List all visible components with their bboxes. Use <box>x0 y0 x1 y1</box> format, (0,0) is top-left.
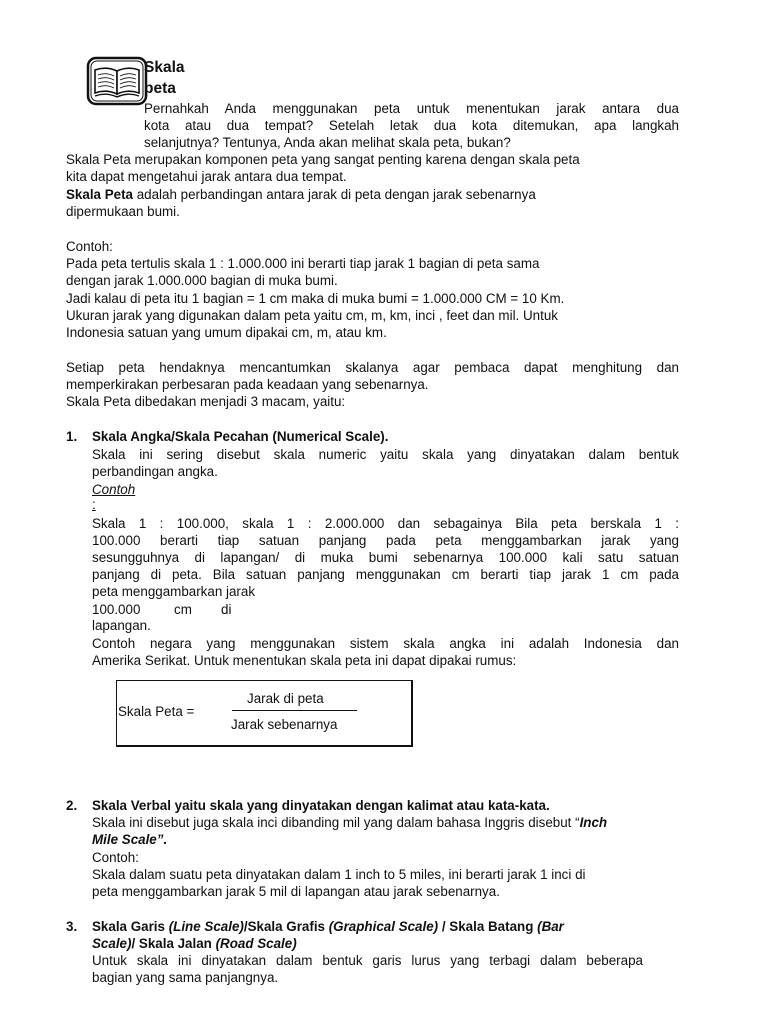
definition-line-1 <box>66 186 536 203</box>
item-1-country-2: Amerika Serikat. Untuk menentukan skala peta ini dapat dipakai rumus: <box>92 653 517 668</box>
item-3-h2-b: / Skala Jalan <box>131 936 216 951</box>
item-3-h-a: Skala Garis <box>92 919 169 934</box>
item-1-body-2: 100.000 berarti tiap satuan panjang pada peta menggambarkan jarak yang <box>92 533 679 548</box>
item-2-contoh: Contoh: <box>92 850 139 865</box>
item-3-body-1: Untuk skala ini dinyatakan dalam bentuk garis lurus yang terbagi dalam beberapa <box>92 953 643 968</box>
intro-paragraph-2: kita dapat mengetahui jarak antara dua tempat. <box>66 169 347 184</box>
item-2-number: 2. <box>66 798 78 813</box>
example-line-1: Pada peta tertulis skala 1 : 1.000.000 ini berarti tiap jarak 1 bagian di peta sama <box>66 256 540 271</box>
formula-lhs: Skala Peta = <box>118 704 195 719</box>
section-intro-1: Setiap peta hendaknya mencantumkan skalanya agar pembaca dapat menghitung dan <box>66 360 679 375</box>
item-3-h-c: /Skala Grafis <box>243 919 329 934</box>
example-line-5: Indonesia satuan yang umum dipakai cm, m, atau km. <box>66 325 387 340</box>
item-2-line-1-text: Skala ini disebut juga skala inci dibanding mil yang dalam bahasa Inggris disebut “ <box>92 815 580 830</box>
example-line-2: dengan jarak 1.000.000 bagian di muka bumi. <box>66 273 338 288</box>
item-2-line-1 <box>92 814 607 831</box>
page-title-line-1: Skala <box>144 59 185 76</box>
item-2-heading: Skala Verbal yaitu skala yang dinyatakan dengan kalimat atau kata-kata. <box>92 798 550 813</box>
definition-term: Skala Peta <box>66 187 133 202</box>
item-1-cm-value: 100.000 <box>92 602 141 617</box>
section-intro-2: memperkirakan perbesaran pada keadaan yang sebenarnya. <box>66 377 429 392</box>
item-3-heading-2 <box>92 935 297 952</box>
item-3-h2-a: Scale) <box>92 936 132 951</box>
item-1-cm-unit: cm <box>174 602 192 617</box>
intro-question-3: selanjutnya? Tentunya, Anda akan melihat skala peta, bukan? <box>144 135 511 150</box>
page-title-line-2: peta <box>144 80 176 97</box>
formula-numerator: Jarak di peta <box>247 691 324 706</box>
item-1-contoh-colon: : <box>92 497 96 512</box>
item-1-number: 1. <box>66 429 78 444</box>
item-1-desc-2: perbandingan angka. <box>92 464 218 479</box>
item-1-lapangan: lapangan. <box>92 618 151 633</box>
formula-fraction-bar <box>232 710 357 711</box>
intro-paragraph-1: Skala Peta merupakan komponen peta yang sangat penting karena dengan skala peta <box>66 152 580 167</box>
example-line-4: Ukuran jarak yang digunakan dalam peta yaitu cm, m, km, inci , feet dan mil. Untuk <box>66 308 558 323</box>
item-1-country-1: Contoh negara yang menggunakan sistem skala angka ini adalah Indonesia dan <box>92 636 679 651</box>
item-2-mile-scale: Mile Scale”. <box>92 832 168 847</box>
item-3-h-d: (Graphical Scale) <box>328 919 439 934</box>
formula-denominator: Jarak sebenarnya <box>231 717 338 732</box>
item-2-inch: Inch <box>579 815 608 830</box>
item-2-body-2: peta menggambarkan jarak 5 mil di lapangan atau jarak sebenarnya. <box>92 884 500 899</box>
example-label: Contoh: <box>66 239 113 254</box>
item-3-h2-c: (Road Scale) <box>215 936 297 951</box>
item-3-h-e: / Skala Batang <box>438 919 538 934</box>
definition-text: adalah perbandingan antara jarak di peta dengan jarak sebenarnya <box>133 187 536 202</box>
item-3-number: 3. <box>66 919 78 934</box>
item-1-body-5: peta menggambarkan jarak <box>92 584 256 599</box>
item-1-cm-di: di <box>221 602 232 617</box>
item-1-desc-1: Skala ini sering disebut skala numeric yaitu skala yang dinyatakan dalam bentuk <box>92 447 679 462</box>
book-icon <box>86 56 148 106</box>
item-3-h-f: (Bar <box>537 919 564 934</box>
item-3-h-b: (Line Scale) <box>168 919 244 934</box>
item-3-body-2: bagian yang sama panjangnya. <box>92 970 279 985</box>
section-intro-3: Skala Peta dibedakan menjadi 3 macam, yaitu: <box>66 394 346 409</box>
item-1-heading: Skala Angka/Skala Pecahan (Numerical Scale). <box>92 429 389 444</box>
item-1-body-1: Skala 1 : 100.000, skala 1 : 2.000.000 dan sebagainya Bila peta berskala 1 : <box>92 516 679 531</box>
item-3-heading-1 <box>92 918 564 935</box>
item-1-body-4: panjang di peta. Bila satuan panjang menggunakan cm berarti tiap jarak 1 cm pada <box>92 567 679 582</box>
item-1-body-3: sesungguhnya di lapangan/ di muka bumi sebenarnya 100.000 kali satu satuan <box>92 550 679 565</box>
item-2-body-1: Skala dalam suatu peta dinyatakan dalam 1 inch to 5 miles, ini berarti jarak 1 inci di <box>92 867 586 882</box>
intro-question-2: kota atau dua tempat? Setelah letak dua kota ditemukan, apa langkah <box>144 118 679 133</box>
example-line-3: Jadi kalau di peta itu 1 bagian = 1 cm maka di muka bumi = 1.000.000 CM = 10 Km. <box>66 291 565 306</box>
intro-question-1: Pernahkah Anda menggunakan peta untuk menentukan jarak antara dua <box>144 101 679 116</box>
definition-line-2: dipermukaan bumi. <box>66 204 180 219</box>
item-1-contoh: Contoh <box>92 482 136 497</box>
